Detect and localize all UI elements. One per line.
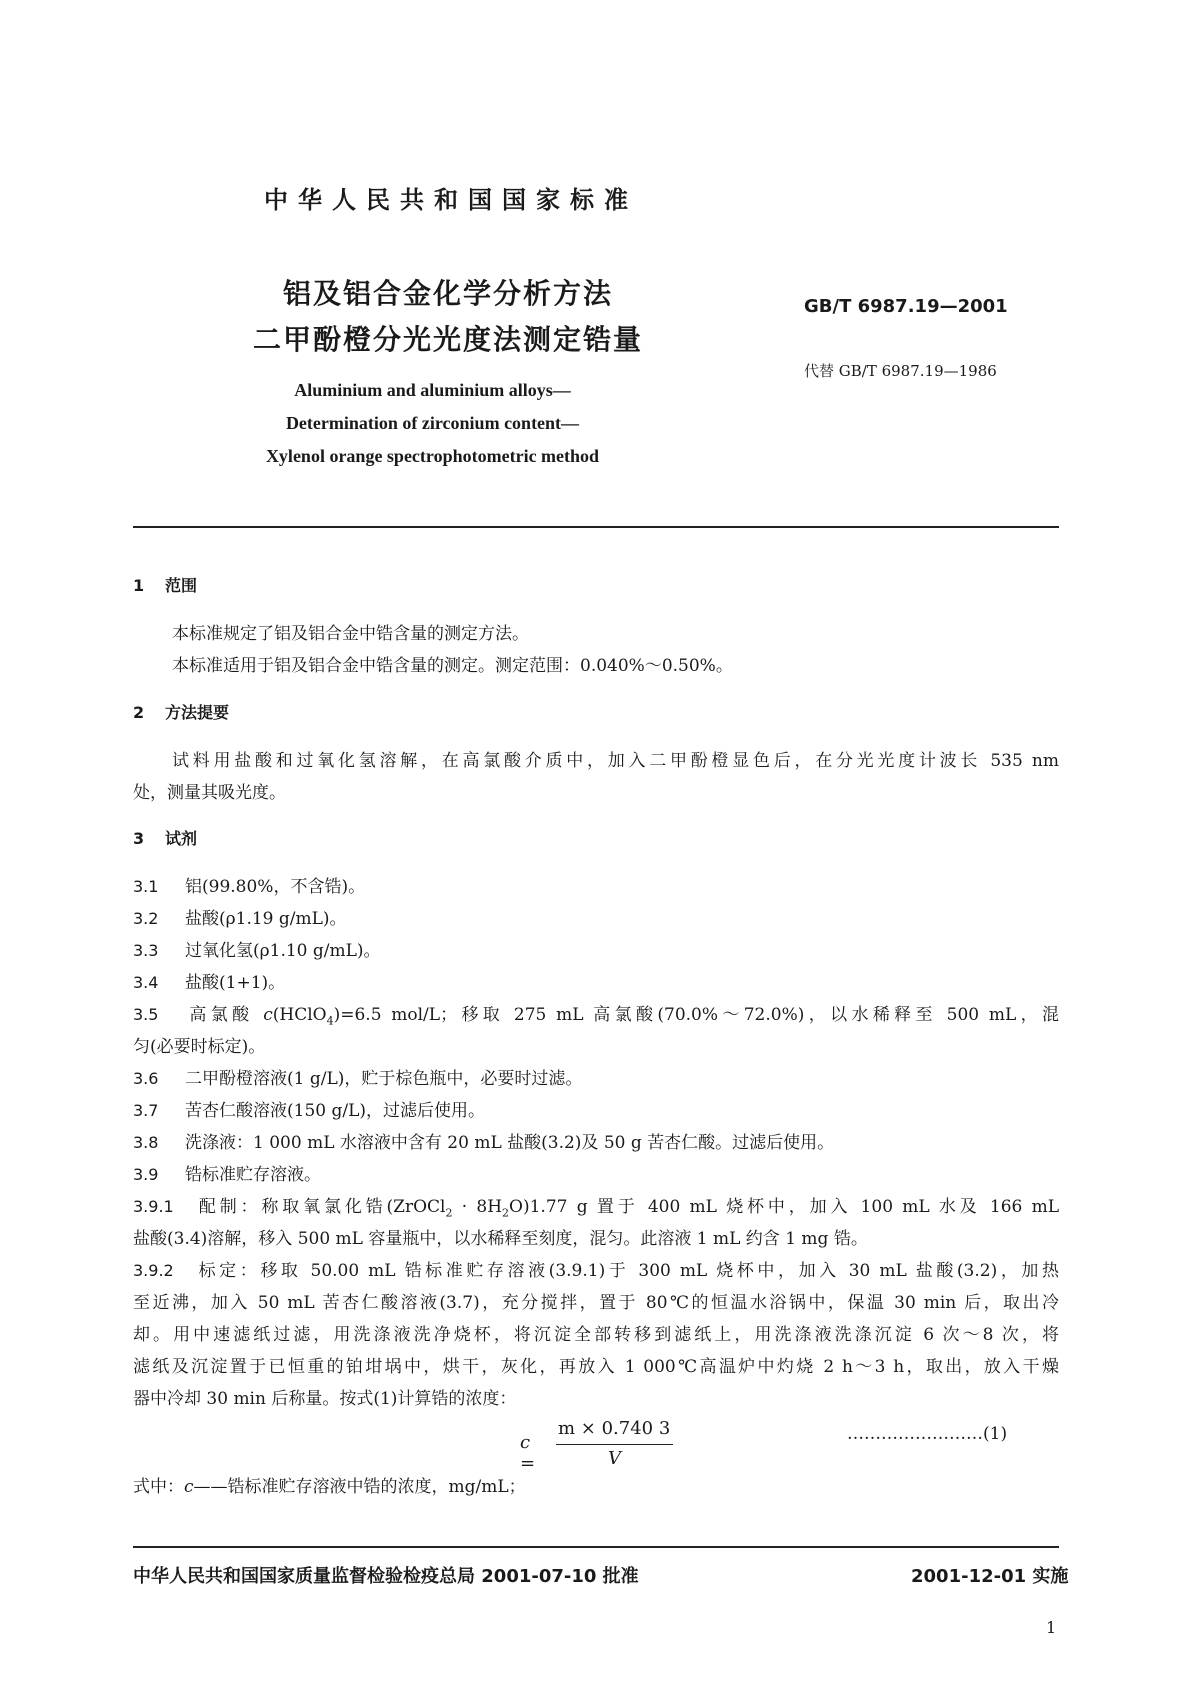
page-number: 1	[1046, 1618, 1057, 1637]
variable-c: c	[263, 1005, 273, 1025]
standard-number: GB/T 6987.19—2001	[804, 296, 1008, 317]
section-title: 范围	[165, 576, 198, 595]
clause-number: 3.3	[133, 941, 159, 960]
formula-numerator: m × 0.740 3	[558, 1418, 671, 1439]
reagent-3-9-2-line2: 至近沸，加入 50 mL 苦杏仁酸溶液(3.7)，充分搅拌，置于 80℃的恒温水浴锅中，保温 30 min 后，取出冷	[133, 1293, 1059, 1313]
section-1-paragraph-1: 本标准规定了铝及铝合金中锆含量的测定方法。	[172, 624, 529, 644]
reagent-3-9-2-line1	[133, 1256, 1059, 1281]
reagent-3-2	[133, 904, 1059, 929]
title-zh-line1: 铝及铝合金化学分析方法	[283, 277, 614, 310]
header-divider	[133, 526, 1059, 528]
reagent-3-9-2-line5: 器中冷却 30 min 后称量。按式(1)计算锆的浓度：	[133, 1389, 517, 1409]
clause-number: 3.9	[133, 1165, 159, 1184]
section-title: 试剂	[165, 829, 198, 848]
where-variable: c	[184, 1477, 194, 1497]
section-2-paragraph-line1: 试料用盐酸和过氧化氢溶解，在高氯酸介质中，加入二甲酚橙显色后，在分光光度计波长 535 nm	[172, 751, 1059, 771]
formula-denominator: V	[608, 1448, 621, 1469]
text-part: (HClO	[272, 1005, 327, 1025]
reagent-3-9	[133, 1160, 1059, 1185]
clause-number: 3.5	[133, 1005, 159, 1024]
subscript: 2	[445, 1206, 453, 1220]
clause-number: 3.9.1	[133, 1197, 174, 1216]
section-2-heading	[133, 700, 229, 723]
title-zh-line2: 二甲酚橙分光光度法测定锆量	[253, 323, 644, 356]
clause-text: 盐酸(ρ1.19 g/mL)。	[185, 909, 347, 929]
national-standard-header: 中华人民共和国国家标准	[264, 186, 638, 214]
reagent-3-4	[133, 968, 1059, 993]
subscript: 4	[326, 1014, 334, 1028]
section-2-paragraph-line2: 处，测量其吸光度。	[133, 783, 286, 803]
title-en-line2: Determination of zirconium content—	[285, 413, 580, 433]
clause-number: 3.1	[133, 877, 159, 896]
reagent-3-9-1-line2: 盐酸(3.4)溶解，移入 500 mL 容量瓶中，以水稀释至刻度，混匀。此溶液 1 mL 约含 1 mg 锆。	[133, 1229, 868, 1249]
clause-text	[195, 1197, 1059, 1220]
footer-divider	[133, 1546, 1059, 1548]
clause-text: 过氧化氢(ρ1.10 g/mL)。	[185, 941, 381, 961]
formula-lhs: c =	[520, 1432, 536, 1474]
reagent-3-5-line2: 匀(必要时标定)。	[133, 1037, 266, 1057]
text-part: 高氯酸	[185, 1005, 264, 1025]
text-part: · 8H	[452, 1197, 503, 1217]
section-number: 1	[133, 576, 145, 595]
clause-text: 苦杏仁酸溶液(150 g/L)，过滤后使用。	[185, 1101, 486, 1121]
text-part: )=6.5 mol/L；移取 275 mL 高氯酸(70.0%～72.0%)，以水稀释至 500 mL，混	[333, 1005, 1060, 1025]
text-part: O)1.77 g 置于 400 mL 烧杯中，加入 100 mL 水及 166 mL	[509, 1197, 1059, 1217]
section-1-paragraph-2: 本标准适用于铝及铝合金中锆含量的测定。测定范围：0.040%～0.50%。	[172, 656, 733, 676]
clause-text: 铝(99.80%，不含锆)。	[185, 877, 366, 897]
reagent-3-3	[133, 936, 1059, 961]
reagent-3-9-2-line4: 滤纸及沉淀置于已恒重的铂坩埚中，烘干，灰化，再放入 1 000℃高温炉中灼烧 2 h～3 h，取出，放入干燥	[133, 1357, 1059, 1377]
clause-text: 洗涤液：1 000 mL 水溶液中含有 20 mL 盐酸(3.2)及 50 g 苦杏仁酸。过滤后使用。	[185, 1133, 835, 1153]
section-number: 3	[133, 829, 145, 848]
section-1-heading	[133, 573, 197, 596]
section-3-heading	[133, 826, 197, 849]
subscript: 2	[502, 1206, 510, 1220]
reagent-3-9-1-line1	[133, 1192, 1059, 1219]
replaces-standard: 代替 GB/T 6987.19—1986	[804, 362, 997, 380]
clause-text	[185, 1005, 1060, 1028]
text-part: 配制：称取氧氯化锆(ZrOCl	[195, 1197, 446, 1217]
clause-text: 二甲酚橙溶液(1 g/L)，贮于棕色瓶中，必要时过滤。	[185, 1069, 583, 1089]
clause-text: 盐酸(1+1)。	[185, 973, 286, 993]
effective-date: 2001-12-01 实施	[911, 1566, 1069, 1587]
where-prefix: 式中：	[133, 1477, 184, 1497]
reagent-3-8	[133, 1128, 1059, 1153]
issuer-approval: 中华人民共和国国家质量监督检验检疫总局 2001-07-10 批准	[133, 1566, 639, 1587]
title-en-line1: Aluminium and aluminium alloys—	[294, 380, 571, 400]
clause-number: 3.9.2	[133, 1261, 174, 1280]
section-title: 方法提要	[165, 703, 230, 722]
reagent-3-5-line1	[133, 1000, 1059, 1027]
formula-where-line	[133, 1472, 1059, 1497]
clause-text: 标定：移取 50.00 mL 锆标准贮存溶液(3.9.1)于 300 mL 烧杯中，加入 30 mL 盐酸(3.2)，加热	[195, 1261, 1059, 1281]
fraction-bar	[556, 1444, 673, 1445]
reagent-3-1	[133, 872, 1059, 897]
clause-number: 3.2	[133, 909, 159, 928]
reagent-3-7	[133, 1096, 1059, 1121]
reagent-3-6	[133, 1064, 1059, 1089]
section-number: 2	[133, 703, 145, 722]
title-en-line3: Xylenol orange spectrophotometric method	[265, 446, 600, 466]
clause-number: 3.7	[133, 1101, 159, 1120]
equation-number: ……………………(1)	[847, 1424, 1008, 1444]
clause-number: 3.6	[133, 1069, 159, 1088]
clause-number: 3.8	[133, 1133, 159, 1152]
where-text: ——锆标准贮存溶液中锆的浓度，mg/mL；	[193, 1477, 526, 1497]
clause-number: 3.4	[133, 973, 159, 992]
clause-text: 锆标准贮存溶液。	[185, 1165, 321, 1185]
reagent-3-9-2-line3: 却。用中速滤纸过滤，用洗涤液洗净烧杯，将沉淀全部转移到滤纸上，用洗涤液洗涤沉淀 6 次～8 次，将	[133, 1325, 1059, 1345]
